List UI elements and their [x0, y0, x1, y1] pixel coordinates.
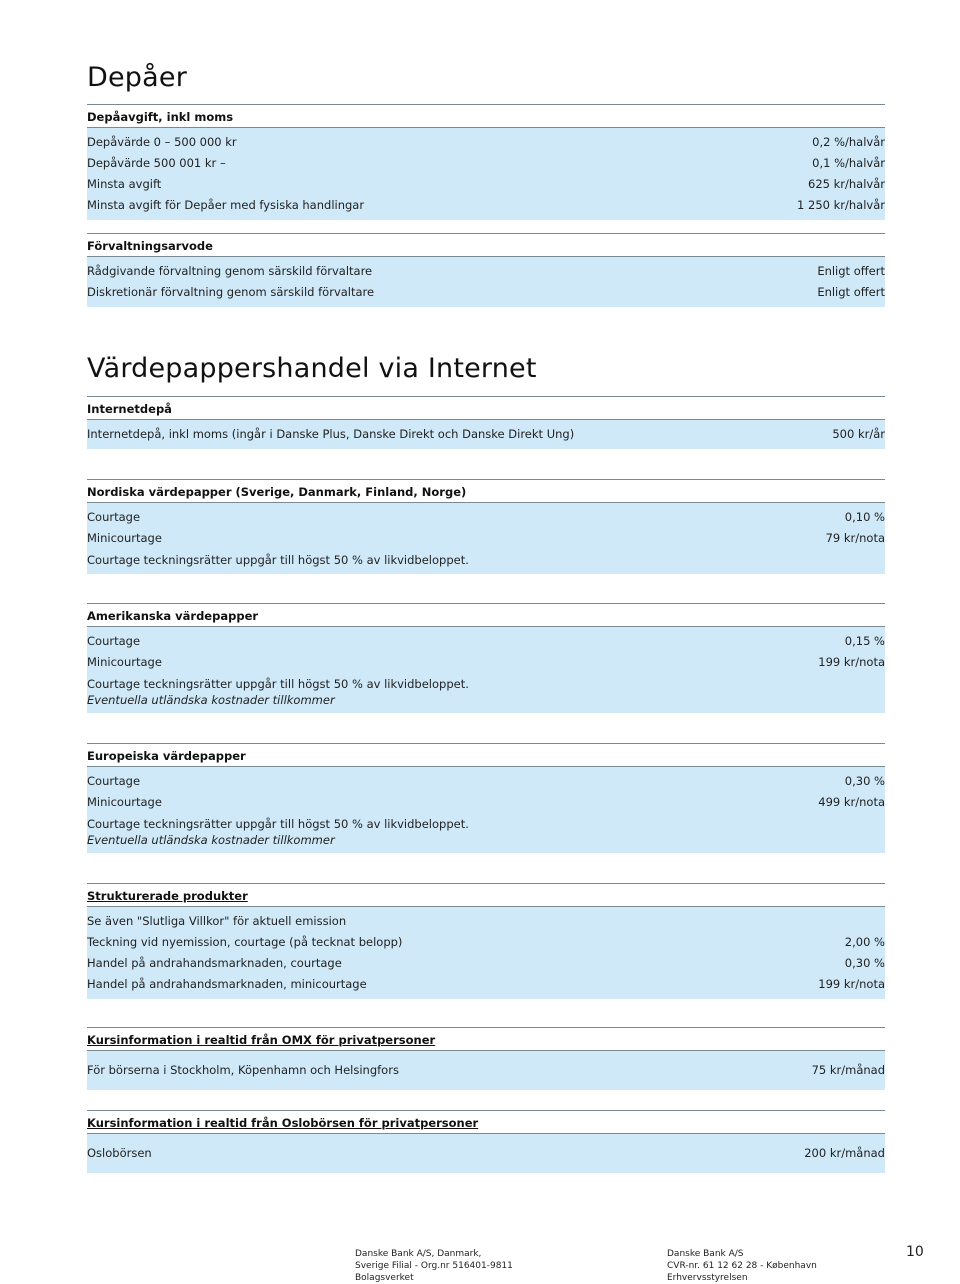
- footer-line: Danske Bank A/S, Danmark,: [355, 1249, 482, 1259]
- footer-right: [667, 1248, 817, 1284]
- table-row: [87, 174, 885, 195]
- page-number: 10: [906, 1244, 924, 1260]
- row-value: Enligt offert: [817, 285, 885, 299]
- row-value: 0,15 %: [844, 634, 885, 648]
- section-title-vardepappershandel: Värdepappershandel via Internet: [87, 353, 537, 384]
- table-row: [87, 195, 885, 216]
- table-row: [87, 911, 885, 932]
- section-amerikanska: [87, 603, 885, 713]
- footer-left: [355, 1248, 513, 1284]
- row-label: Internetdepå, inkl moms (ingår i Danske Plus, Danske Direkt och Danske Direkt Ung): [87, 427, 575, 441]
- section-heading: Förvaltningsarvode: [87, 233, 885, 257]
- section-depaavgift: [87, 104, 885, 220]
- footer-line: Bolagsverket: [355, 1273, 414, 1283]
- row-label: Depåvärde 500 001 kr –: [87, 156, 226, 170]
- section-heading: Kursinformation i realtid från OMX för privatpersoner: [87, 1027, 885, 1051]
- section-europeiska: [87, 743, 885, 853]
- note-italic: Eventuella utländska kostnader tillkommer: [87, 693, 335, 707]
- row-label: Depåvärde 0 – 500 000 kr: [87, 135, 237, 149]
- section-heading: Europeiska värdepapper: [87, 743, 885, 767]
- row-label: Minsta avgift för Depåer med fysiska handlingar: [87, 198, 365, 212]
- section-title-depaer: Depåer: [87, 62, 187, 93]
- row-value: 2,00 %: [844, 935, 885, 949]
- section-heading: Strukturerade produkter: [87, 883, 885, 907]
- note: Courtage teckningsrätter uppgår till högst 50 % av likvidbeloppet.: [87, 553, 469, 567]
- table-row: [87, 424, 885, 445]
- table-row: [87, 792, 885, 813]
- table-row: [87, 507, 885, 528]
- table-row: [87, 282, 885, 303]
- footer-line: CVR-nr. 61 12 62 28 - København: [667, 1261, 817, 1271]
- table-row: [87, 953, 885, 974]
- note: Courtage teckningsrätter uppgår till högst 50 % av likvidbeloppet.: [87, 817, 469, 831]
- table-row: [87, 974, 885, 995]
- row-label: Minicourtage: [87, 531, 162, 545]
- footer-line: Erhvervsstyrelsen: [667, 1273, 748, 1283]
- table-row: [87, 771, 885, 792]
- section-strukturerade: [87, 883, 885, 999]
- section-heading: Internetdepå: [87, 396, 885, 420]
- section-kursinfo-oslo: [87, 1110, 885, 1173]
- section-heading: Nordiska värdepapper (Sverige, Danmark, Finland, Norge): [87, 479, 885, 503]
- section-heading: Depåavgift, inkl moms: [87, 104, 885, 128]
- row-value: 0,2 %/halvår: [812, 135, 885, 149]
- row-value: 499 kr/nota: [818, 795, 885, 809]
- row-value: Enligt offert: [817, 264, 885, 278]
- row-label: Teckning vid nyemission, courtage (på tecknat belopp): [87, 935, 403, 949]
- row-label: Minicourtage: [87, 655, 162, 669]
- row-value: 200 kr/månad: [804, 1146, 885, 1160]
- row-value: 0,30 %: [844, 956, 885, 970]
- section-kursinfo-omx: [87, 1027, 885, 1090]
- row-label: Handel på andrahandsmarknaden, minicourtage: [87, 977, 367, 991]
- section-forvaltningsarvode: [87, 233, 885, 307]
- row-label: Courtage: [87, 634, 141, 648]
- row-label: Diskretionär förvaltning genom särskild förvaltare: [87, 285, 375, 299]
- row-label: För börserna i Stockholm, Köpenhamn och Helsingfors: [87, 1063, 399, 1077]
- section-nordiska: [87, 479, 885, 574]
- table-row: [87, 652, 885, 673]
- table-row: [87, 132, 885, 153]
- table-row: [87, 528, 885, 549]
- footer-line: Sverige Filial - Org.nr 516401-9811: [355, 1261, 513, 1271]
- table-row: [87, 153, 885, 174]
- row-value: 0,1 %/halvår: [812, 156, 885, 170]
- table-row: [87, 932, 885, 953]
- section-heading: Amerikanska värdepapper: [87, 603, 885, 627]
- table-row: [87, 631, 885, 652]
- section-internetdepa: [87, 396, 885, 449]
- row-label: Se även "Slutliga Villkor" för aktuell emission: [87, 914, 347, 928]
- row-value: 199 kr/nota: [818, 655, 885, 669]
- table-row: [87, 261, 885, 282]
- table-row: [87, 1060, 885, 1081]
- row-value: 79 kr/nota: [825, 531, 885, 545]
- row-value: 0,10 %: [844, 510, 885, 524]
- section-heading: Kursinformation i realtid från Oslobörsen för privatpersoner: [87, 1110, 885, 1134]
- row-label: Courtage: [87, 774, 141, 788]
- row-value: 1 250 kr/halvår: [797, 198, 885, 212]
- row-label: Handel på andrahandsmarknaden, courtage: [87, 956, 342, 970]
- row-label: Oslobörsen: [87, 1146, 152, 1160]
- row-value: 0,30 %: [844, 774, 885, 788]
- note: Courtage teckningsrätter uppgår till högst 50 % av likvidbeloppet.: [87, 677, 469, 691]
- row-value: 75 kr/månad: [811, 1063, 885, 1077]
- row-label: Rådgivande förvaltning genom särskild förvaltare: [87, 264, 373, 278]
- row-label: Minicourtage: [87, 795, 162, 809]
- row-value: 199 kr/nota: [818, 977, 885, 991]
- row-label: Minsta avgift: [87, 177, 162, 191]
- row-label: Courtage: [87, 510, 141, 524]
- row-value: 625 kr/halvår: [808, 177, 885, 191]
- row-value: 500 kr/år: [832, 427, 885, 441]
- note-italic: Eventuella utländska kostnader tillkommer: [87, 833, 335, 847]
- footer-line: Danske Bank A/S: [667, 1249, 744, 1259]
- table-row: [87, 1143, 885, 1164]
